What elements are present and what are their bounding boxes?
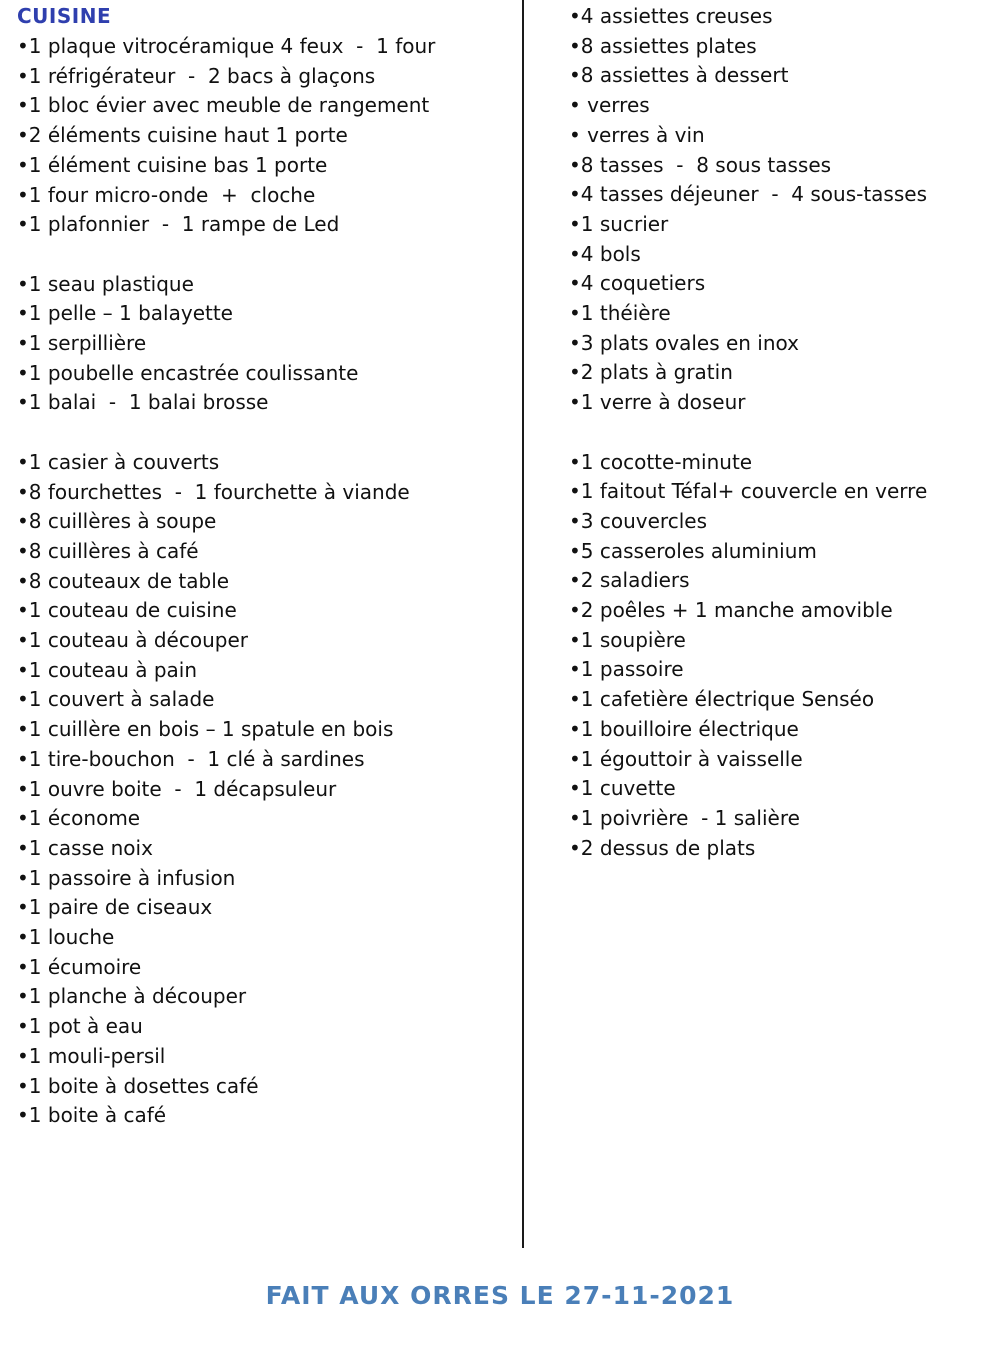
- inventory-item: •1 cuvette: [569, 776, 676, 801]
- inventory-item: •3 plats ovales en inox: [569, 330, 799, 355]
- inventory-item: •8 assiettes à dessert: [569, 63, 789, 88]
- inventory-item: •1 boite à café: [17, 1103, 167, 1128]
- inventory-item: •1 élément cuisine bas 1 porte: [17, 152, 328, 177]
- column-divider: [522, 0, 524, 1248]
- inventory-item: •1 cuillère en bois – 1 spatule en bois: [17, 717, 394, 742]
- inventory-item: •8 cuillères à soupe: [17, 509, 217, 534]
- inventory-item: •1 soupière: [569, 627, 686, 652]
- inventory-item: •5 casseroles aluminium: [569, 538, 817, 563]
- inventory-item: •2 poêles + 1 manche amovible: [569, 598, 893, 622]
- inventory-item: •8 couteaux de table: [17, 568, 230, 593]
- inventory-item: •8 assiettes plates: [569, 33, 757, 58]
- inventory-item: •1 mouli-persil: [17, 1043, 166, 1068]
- inventory-item: •1 pelle – 1 balayette: [17, 301, 233, 326]
- inventory-item: •1 cocotte-minute: [569, 449, 753, 474]
- inventory-item: •1 planche à découper: [17, 984, 247, 1009]
- inventory-item: •1 tire-bouchon - 1 clé à sardines: [17, 746, 365, 771]
- footer-signature-line: FAIT AUX ORRES LE 27-11-2021: [265, 1281, 735, 1310]
- inventory-item: •1 poubelle encastrée coulissante: [17, 360, 359, 385]
- inventory-item: •1 couteau de cuisine: [17, 598, 237, 623]
- inventory-item: •4 tasses déjeuner - 4 sous-tasses: [569, 182, 927, 207]
- inventory-item: •2 plats à gratin: [569, 360, 733, 385]
- inventory-item: •8 fourchettes - 1 fourchette à viande: [17, 479, 410, 504]
- inventory-item: •1 boite à dosettes café: [17, 1073, 259, 1098]
- inventory-item: •1 pot à eau: [17, 1014, 143, 1039]
- inventory-item: •1 serpillière: [17, 331, 147, 355]
- inventory-item: •1 écumoire: [17, 954, 142, 979]
- inventory-item: •1 couteau à pain: [17, 657, 198, 682]
- inventory-item: •4 assiettes creuses: [569, 4, 773, 28]
- inventory-item: •1 couvert à salade: [17, 687, 215, 712]
- inventory-item: •8 cuillères à café: [17, 538, 199, 563]
- inventory-item: •1 casse noix: [17, 835, 153, 860]
- inventory-item: •1 bloc évier avec meuble de rangement: [17, 93, 430, 118]
- inventory-item: •1 seau plastique: [17, 271, 194, 296]
- inventory-item: •1 louche: [17, 925, 115, 949]
- inventory-item: •2 saladiers: [569, 568, 690, 593]
- inventory-item: •1 couteau à découper: [17, 628, 248, 652]
- inventory-item: •1 balai - 1 balai brosse: [17, 390, 269, 415]
- inventory-item: •1 ouvre boite - 1 décapsuleur: [17, 776, 337, 801]
- inventory-item: •1 poivrière - 1 salière: [569, 805, 800, 830]
- inventory-item: •1 sucrier: [569, 211, 669, 236]
- inventory-item: •2 dessus de plats: [569, 835, 756, 860]
- inventory-item: •1 bouilloire électrique: [569, 716, 799, 741]
- section-title: CUISINE: [17, 4, 112, 28]
- inventory-item: •4 coquetiers: [569, 271, 706, 296]
- inventory-item: •1 four micro-onde + cloche: [17, 182, 316, 207]
- inventory-item: •1 théière: [569, 301, 671, 325]
- inventory-item: • verres à vin: [569, 122, 705, 147]
- inventory-item: •2 éléments cuisine haut 1 porte: [17, 123, 348, 148]
- inventory-item: •1 casier à couverts: [17, 449, 220, 474]
- inventory-item: •1 passoire à infusion: [17, 865, 236, 890]
- inventory-item: •1 faitout Téfal+ couvercle en verre: [569, 479, 928, 504]
- inventory-item: •1 économe: [17, 806, 141, 831]
- inventory-item: •1 paire de ciseaux: [17, 895, 213, 920]
- inventory-item: •1 passoire: [569, 657, 684, 682]
- inventory-item: •3 couvercles: [569, 508, 707, 533]
- inventory-item: •1 égouttoir à vaisselle: [569, 746, 803, 771]
- inventory-item: • verres: [569, 93, 650, 118]
- inventory-item: •1 cafetière électrique Senséo: [569, 687, 875, 712]
- inventory-item: •1 verre à doseur: [569, 390, 746, 415]
- inventory-item: •1 réfrigérateur - 2 bacs à glaçons: [17, 63, 376, 88]
- inventory-item: •1 plaque vitrocéramique 4 feux - 1 four: [17, 34, 436, 58]
- inventory-item: •4 bols: [569, 241, 641, 266]
- inventory-item: •8 tasses - 8 sous tasses: [569, 152, 832, 177]
- inventory-item: •1 plafonnier - 1 rampe de Led: [17, 212, 340, 237]
